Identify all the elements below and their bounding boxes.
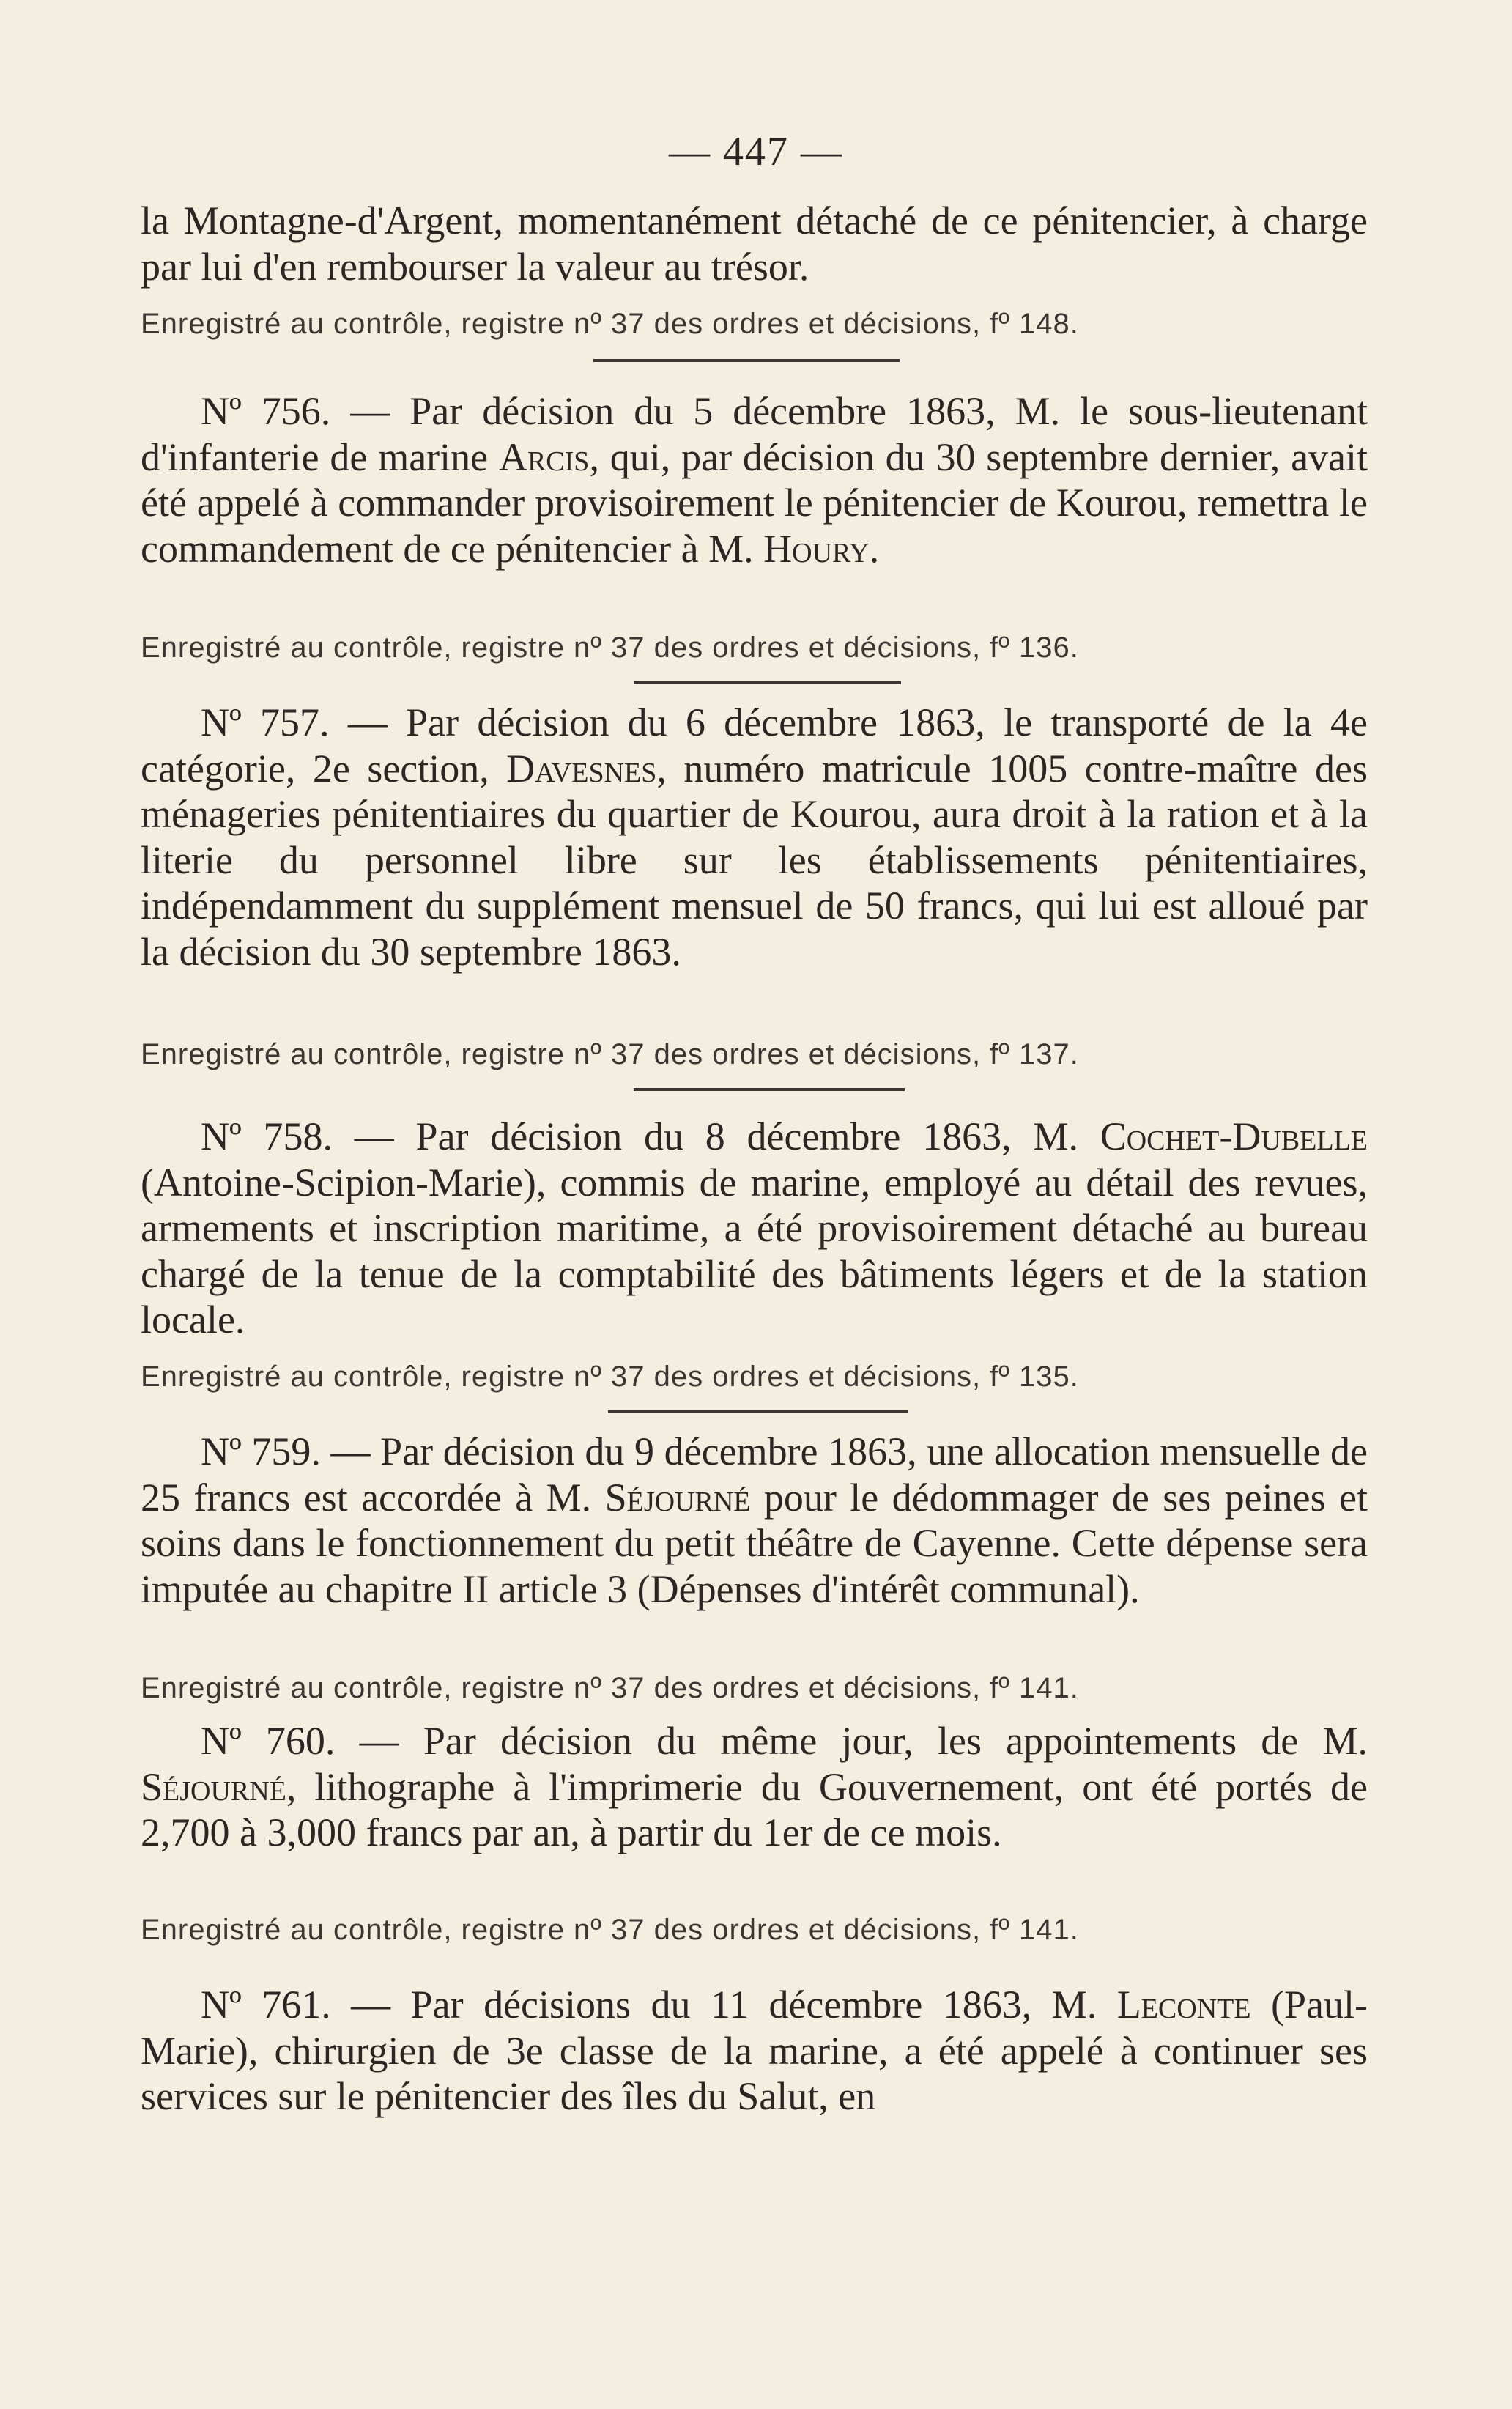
- registration-block: [141, 1912, 1368, 1947]
- person-name: Leconte: [1116, 1983, 1251, 2027]
- registration-block: [141, 1670, 1368, 1706]
- registration-block: [141, 630, 1368, 665]
- registration-line: Enregistré au contrôle, registre nº 37 des ordres et décisions, fº 136.: [141, 632, 1079, 664]
- separator-rule: [634, 681, 901, 684]
- entry-number: Nº 756.: [201, 389, 331, 433]
- decision-entry-758: [141, 1114, 1368, 1343]
- entry-number: Nº 761.: [201, 1983, 331, 2027]
- decision-entry-760: [141, 1718, 1368, 1856]
- entry-text: [141, 1718, 1368, 1856]
- separator-rule: [593, 359, 900, 362]
- entry-text: [141, 1429, 1368, 1612]
- entry-text: [141, 388, 1368, 571]
- carryover-registration-block: [141, 306, 1368, 341]
- decision-entry-757: [141, 700, 1368, 974]
- separator-rule: [608, 1410, 908, 1413]
- entry-text-part: , lithographe à l'imprimerie du Gouvernement, ont été portés de 2,700 à 3,000 francs par an, à partir du 1er de ce mois.: [141, 1764, 1368, 1854]
- entry-text-part: — Par décision du 6 décembre 1863, le transporté de la 4e catégorie, 2e section,: [141, 700, 1368, 791]
- entry-text: [141, 1982, 1368, 2120]
- entry-text-part: — Par décisions du 11 décembre 1863, M.: [330, 1983, 1117, 2027]
- registration-line: Enregistré au contrôle, registre nº 37 des ordres et décisions, fº 141.: [141, 1914, 1079, 1946]
- registration-line: Enregistré au contrôle, registre nº 37 des ordres et décisions, fº 135.: [141, 1361, 1079, 1393]
- entry-text: [141, 1114, 1368, 1343]
- registration-line: Enregistré au contrôle, registre nº 37 des ordres et décisions, fº 137.: [141, 1038, 1079, 1070]
- entry-number: Nº 757.: [201, 700, 330, 744]
- person-name: Séjourné: [604, 1475, 751, 1520]
- person-name: Séjourné: [141, 1764, 286, 1809]
- person-name: Arcis: [498, 434, 590, 479]
- entry-text-part: — Par décision du 9 décembre 1863, une allocation mensuelle de 25 francs est accordée à M.: [141, 1429, 1368, 1520]
- entry-text-part: .: [869, 526, 880, 571]
- entry-number: Nº 759.: [201, 1429, 321, 1473]
- registration-block: [141, 1359, 1368, 1394]
- entry-text-part: pour le dédommager de ses peines et soins dans le fonctionnement du petit théâtre de Cayenne. Cette dépense sera imputée au chapitre II article 3 (Dépenses d'intérêt communal).: [141, 1475, 1368, 1611]
- registration-line: Enregistré au contrôle, registre nº 37 des ordres et décisions, fº 148.: [141, 308, 1079, 340]
- entry-text-part: , qui, par décision du 30 septembre dernier, avait été appelé à commander provisoirement le pénitencier de Kourou, remettra le commandement de ce pénitencier à M.: [141, 434, 1368, 571]
- entry-number: Nº 758.: [201, 1114, 333, 1158]
- entry-text-part: — Par décision du 8 décembre 1863, M.: [333, 1114, 1100, 1158]
- entry-text-part: — Par décision du 5 décembre 1863, M. le sous-lieutenant d'infanterie de marine: [141, 389, 1368, 479]
- person-name: Davesnes: [506, 746, 657, 791]
- decision-entry-756: [141, 388, 1368, 571]
- entry-text-part: (Antoine-Scipion-Marie), commis de marine, employé au détail des revues, armements et inscription maritime, a été provisoirement détaché au bureau chargé de la tenue de la comptabilité des bâtiments légers et de la station locale.: [141, 1160, 1368, 1342]
- entry-text-part: — Par décision du même jour, les appointements de M.: [335, 1719, 1368, 1763]
- entry-text: [141, 700, 1368, 974]
- entry-number: Nº 760.: [201, 1719, 336, 1763]
- person-name: Houry: [763, 526, 870, 571]
- entry-text-part: (Paul-Marie), chirurgien de 3e classe de la marine, a été appelé à continuer ses services sur le pénitencier des îles du Salut, en: [141, 1983, 1368, 2118]
- registration-line: Enregistré au contrôle, registre nº 37 des ordres et décisions, fº 141.: [141, 1672, 1079, 1704]
- page-number: — 447 —: [669, 129, 843, 174]
- separator-rule: [634, 1088, 905, 1091]
- registration-block: [141, 1037, 1368, 1072]
- decision-entry-759: [141, 1429, 1368, 1612]
- carryover-block: [141, 198, 1368, 289]
- entry-text-part: , numéro matricule 1005 contre-maître des ménageries pénitentiaires du quartier de Kourou, aura droit à la ration et à la literie du personnel libre sur les établissements pénitentiaires, indépendamment du supplément mensuel de 50 francs, qui lui est alloué par la décision du 30 septembre 1863.: [141, 746, 1368, 974]
- decision-entry-761: [141, 1982, 1368, 2120]
- person-name: Cochet-Dubelle: [1100, 1114, 1368, 1158]
- carryover-text: la Montagne-d'Argent, momentanément détaché de ce pénitencier, à charge par lui d'en rembourser la valeur au trésor.: [141, 199, 1368, 289]
